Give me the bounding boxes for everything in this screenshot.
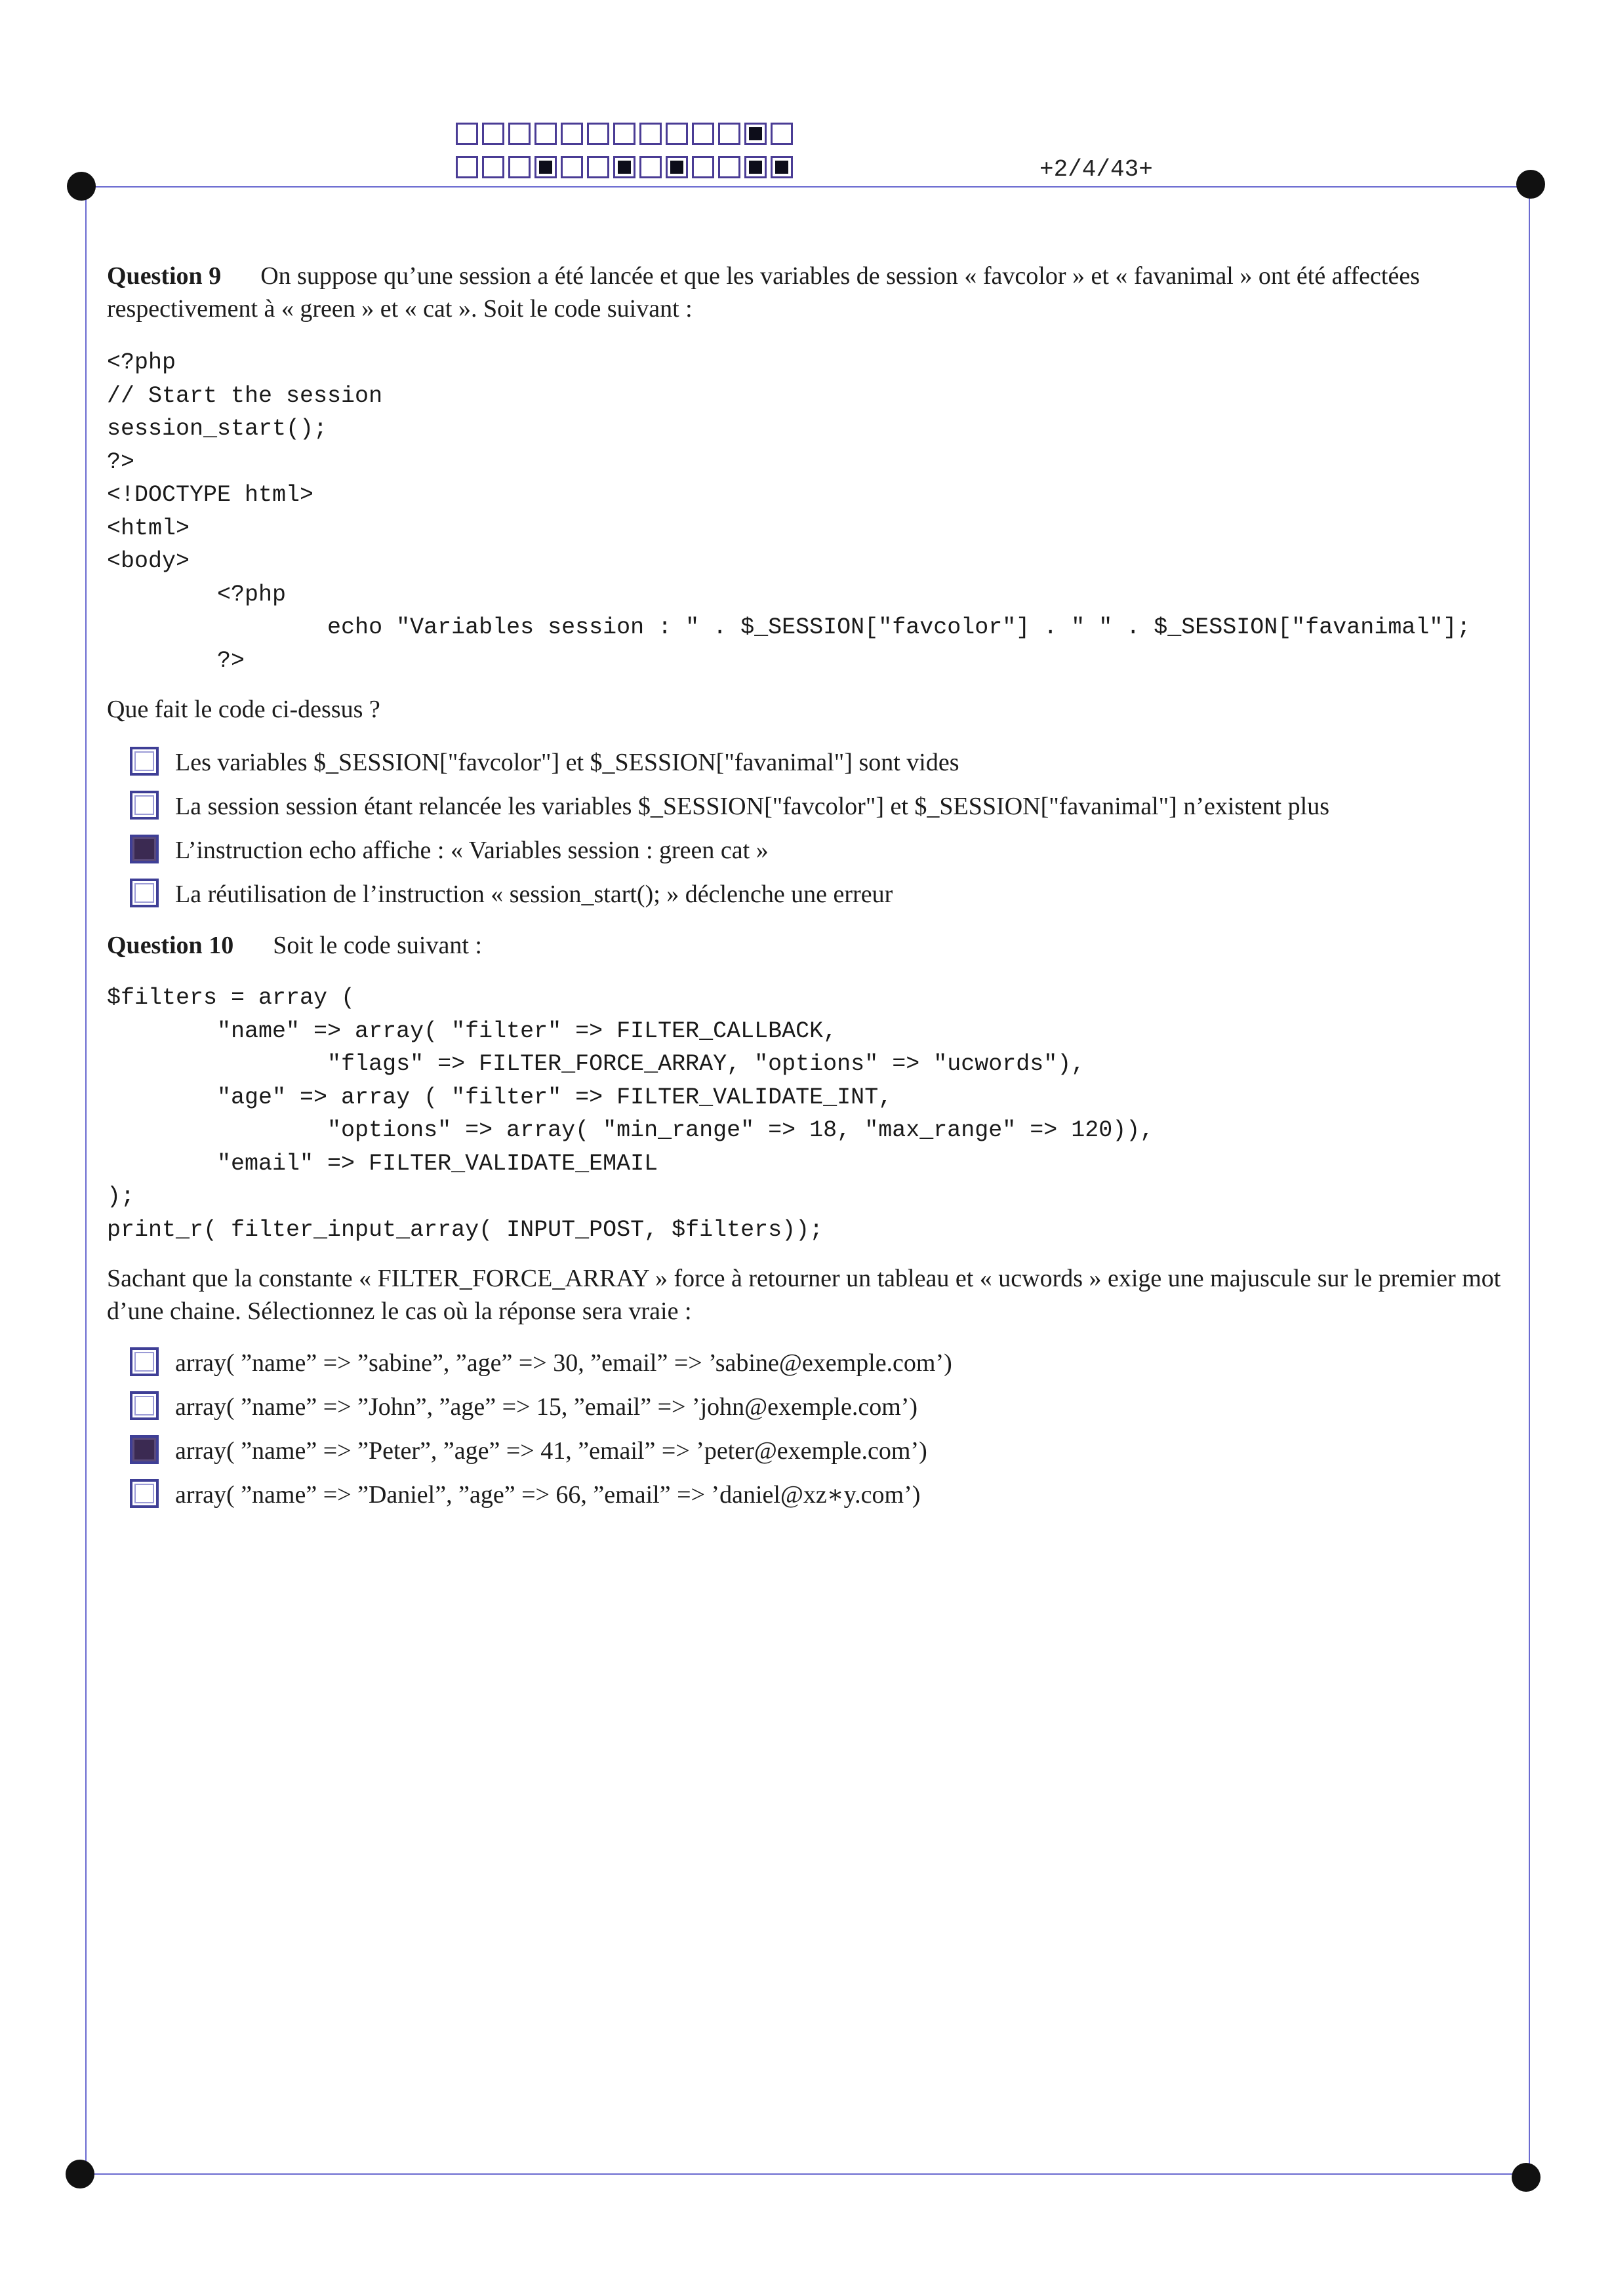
answer-label: La réutilisation de l’instruction « session_start(); » déclenche une erreur <box>175 880 893 908</box>
barcode-cell-2-5 <box>561 156 583 178</box>
barcode-cell-1-8 <box>639 123 662 145</box>
barcode-cell-1-3 <box>508 123 531 145</box>
answer-option[interactable] <box>107 1429 1510 1473</box>
question-9-text <box>107 260 1510 325</box>
barcode-cell-1-7 <box>613 123 635 145</box>
answer-label: array( ”name” => ”Daniel”, ”age” => 66, ”email” => ’daniel@xz∗y.com’) <box>175 1481 921 1509</box>
barcode-cell-2-3 <box>508 156 531 178</box>
frame-bottom-line <box>85 2173 1530 2175</box>
question-9 <box>107 260 1510 916</box>
barcode-cell-1-13 <box>771 123 793 145</box>
answer-option[interactable] <box>107 828 1510 872</box>
corner-mark-top-right <box>1516 170 1545 199</box>
barcode-cell-2-8 <box>639 156 662 178</box>
answer-option[interactable] <box>107 784 1510 828</box>
answer-option[interactable] <box>107 1473 1510 1516</box>
checkbox[interactable] <box>130 1347 159 1376</box>
barcode-cell-1-5 <box>561 123 583 145</box>
question-10-label: Question 10 <box>107 932 234 959</box>
question-9-code-block: <?php // Start the session session_start(); ?> <!DOCTYPE html> <html> <body> <?php echo "Variables session : " . $_SESSION["favcolor"] . " " . $_SESSION["favanimal"]; ?> <box>107 349 1471 674</box>
answer-label: array( ”name” => ”John”, ”age” => 15, ”email” => ’john@exemple.com’) <box>175 1393 918 1421</box>
question-10-prompt: Sachant que la constante « FILTER_FORCE_ARRAY » force à retourner un tableau et « ucwords » exige une majuscule sur le premier mot d’une chaine. Sélectionnez le cas où la réponse sera vraie : <box>107 1265 1501 1325</box>
checked-checkbox[interactable] <box>130 1435 159 1464</box>
question-10-statement: Soit le code suivant : <box>273 932 482 959</box>
answer-option[interactable] <box>107 1385 1510 1429</box>
checked-checkbox[interactable] <box>130 835 159 863</box>
page-identifier: +2/4/43+ <box>1039 156 1153 183</box>
barcode-cell-1-9 <box>666 123 688 145</box>
question-10-text <box>107 929 1510 962</box>
answer-label: Les variables $_SESSION["favcolor"] et $_SESSION["favanimal"] sont vides <box>175 748 959 776</box>
barcode-cell-2-13 <box>771 156 793 178</box>
barcode-cell-2-2 <box>482 156 504 178</box>
barcode-cell-2-11 <box>718 156 740 178</box>
answer-label: La session session étant relancée les variables $_SESSION["favcolor"] et $_SESSION["favanimal"] n’existent plus <box>175 792 1330 820</box>
answer-option[interactable] <box>107 740 1510 784</box>
barcode-cell-2-10 <box>692 156 714 178</box>
answer-label: array( ”name” => ”sabine”, ”age” => 30, ”email” => ’sabine@exemple.com’) <box>175 1349 952 1377</box>
page-content <box>107 260 1510 1516</box>
barcode-cell-2-12 <box>744 156 767 178</box>
answer-option[interactable] <box>107 872 1510 916</box>
barcode-cell-2-1 <box>456 156 478 178</box>
frame-top-line <box>85 186 1530 188</box>
question-9-statement: On suppose qu’une session a été lancée et que les variables de session « favcolor » et « favanimal » ont été affectées respectivement à « green » et « cat ». Soit le code suivant : <box>107 262 1420 323</box>
barcode-cell-1-1 <box>456 123 478 145</box>
answer-label: L’instruction echo affiche : « Variables session : green cat » <box>175 836 769 864</box>
barcode-row-1 <box>456 123 797 145</box>
question-9-prompt: Que fait le code ci-dessus ? <box>107 696 380 723</box>
barcode-cell-1-10 <box>692 123 714 145</box>
barcode-cell-1-2 <box>482 123 504 145</box>
checkbox[interactable] <box>130 1479 159 1508</box>
barcode-row-2 <box>456 156 797 178</box>
corner-mark-top-left <box>67 172 96 201</box>
question-10-code-block: $filters = array ( "name" => array( "filter" => FILTER_CALLBACK, "flags" => FILTER_FORCE_ARRAY, "options" => "ucwords"), "age" => array ( "filter" => FILTER_VALIDATE_INT, "options" => array( "min_range" => 18, "max_range" => 120)), "email" => FILTER_VALIDATE_EMAIL ); print_r( filter_input_array( INPUT_POST, $filters)); <box>107 985 1154 1243</box>
answer-label: array( ”name” => ”Peter”, ”age” => 41, ”email” => ’peter@exemple.com’) <box>175 1436 927 1465</box>
answer-option[interactable] <box>107 1341 1510 1385</box>
question-10 <box>107 929 1510 1516</box>
barcode-cell-1-4 <box>534 123 557 145</box>
barcode-cell-2-9 <box>666 156 688 178</box>
frame-left-line <box>85 186 87 2173</box>
checkbox[interactable] <box>130 791 159 820</box>
question-9-label: Question 9 <box>107 262 222 290</box>
barcode-cell-1-12 <box>744 123 767 145</box>
checkbox[interactable] <box>130 1391 159 1420</box>
barcode-cell-2-4 <box>534 156 557 178</box>
checkbox[interactable] <box>130 879 159 907</box>
corner-mark-bottom-right <box>1512 2163 1541 2192</box>
barcode-cell-1-11 <box>718 123 740 145</box>
question-10-answers <box>107 1341 1510 1516</box>
checkbox[interactable] <box>130 747 159 776</box>
frame-right-line <box>1529 186 1530 2173</box>
barcode-cell-1-6 <box>587 123 609 145</box>
barcode-cell-2-6 <box>587 156 609 178</box>
barcode-cell-2-7 <box>613 156 635 178</box>
corner-mark-bottom-left <box>66 2160 94 2188</box>
question-9-answers <box>107 740 1510 916</box>
